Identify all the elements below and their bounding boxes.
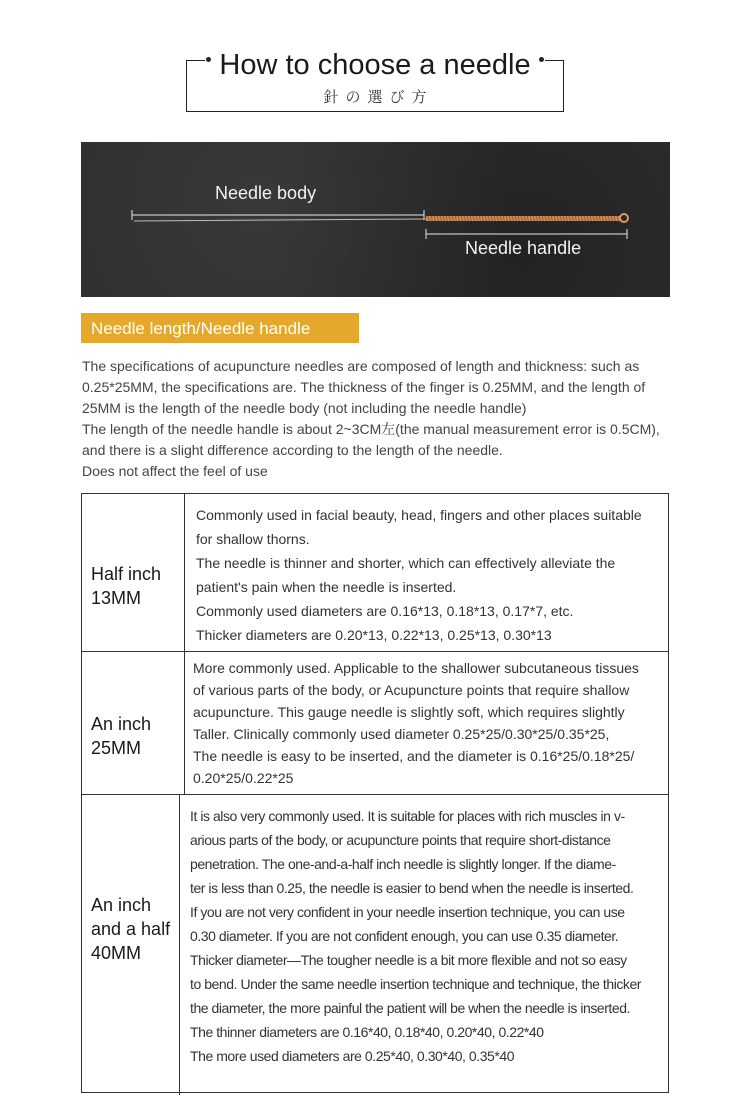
needle-handle-loop xyxy=(620,214,628,222)
section-heading: Needle length/Needle handle xyxy=(91,319,311,338)
row-label-cell xyxy=(82,652,185,794)
intro-line: The specifications of acupuncture needles are composed of length and thickness: such as xyxy=(82,358,640,374)
row-label-line: and a half xyxy=(91,919,171,939)
row-text-line: The needle is thinner and shorter, which can effectively alleviate the xyxy=(196,555,616,571)
row-label-line: 13MM xyxy=(91,588,142,608)
table-row xyxy=(82,652,668,795)
row-label-line: 40MM xyxy=(91,943,142,963)
row-text-line: of various parts of the body, or Acupuncture points that require shallow xyxy=(193,682,630,698)
intro-line: The length of the needle handle is about 2~3CM左(the manual measurement error is 0.5CM), xyxy=(82,421,660,437)
row-label-line: An inch xyxy=(91,895,152,915)
row-text-line: arious parts of the body, or acupuncture points that require short-distance xyxy=(190,832,611,848)
needle-shaft xyxy=(134,219,426,221)
needle-body-label: Needle body xyxy=(215,183,317,203)
row-text-line: patient's pain when the needle is inserted. xyxy=(196,579,457,595)
intro-line: 25MM is the length of the needle body (not including the needle handle) xyxy=(82,400,527,416)
row-text-line: The more used diameters are 0.25*40, 0.30*40, 0.35*40 xyxy=(190,1048,515,1064)
row-label-line: Half inch xyxy=(91,564,162,584)
needle-spec-table xyxy=(81,493,669,1093)
row-text-line: The needle is easy to be inserted, and the diameter is 0.16*25/0.18*25/ xyxy=(193,748,635,764)
row-text-line: Thicker diameter—The tougher needle is a bit more flexible and not so easy xyxy=(190,952,627,968)
row-text-line: Commonly used in facial beauty, head, fingers and other places suitable xyxy=(196,507,642,523)
row-text-line: Commonly used diameters are 0.16*13, 0.18*13, 0.17*7, etc. xyxy=(196,603,574,619)
needle-illustration xyxy=(81,142,670,297)
row-label-cell xyxy=(82,795,180,1095)
intro-line: Does not affect the feel of use xyxy=(82,463,268,479)
row-text-line: the diameter, the more painful the patient will be when the needle is inserted. xyxy=(190,1000,630,1016)
row-text-line: to bend. Under the same needle insertion technique and technique, the thicker xyxy=(190,976,642,992)
row-text-line: 0.30 diameter. If you are not confident enough, you can use 0.35 diameter. xyxy=(190,928,619,944)
intro-line: and there is a slight difference according to the length of the needle. xyxy=(82,442,503,458)
row-text-line: ter is less than 0.25, the needle is easier to bend when the needle is inserted. xyxy=(190,880,634,896)
row-label-cell xyxy=(82,494,185,651)
row-text-line: for shallow thorns. xyxy=(196,531,310,547)
row-text-line: Thicker diameters are 0.20*13, 0.22*13, 0.25*13, 0.30*13 xyxy=(196,627,552,643)
needle-handle-label: Needle handle xyxy=(465,238,582,258)
row-label-line: An inch xyxy=(91,714,152,734)
row-text-line: 0.20*25/0.22*25 xyxy=(193,770,294,786)
row-text-line: More commonly used. Applicable to the shallower subcutaneous tissues xyxy=(193,660,639,676)
table-row xyxy=(82,795,668,1095)
intro-line: 0.25*25MM, the specifications are. The thickness of the finger is 0.25MM, and the length of xyxy=(82,379,646,395)
row-text-line: penetration. The one-and-a-half inch needle is slightly longer. If the diame- xyxy=(190,856,616,872)
row-label-line: 25MM xyxy=(91,738,142,758)
row-text-line: If you are not very confident in your needle insertion technique, you can use xyxy=(190,904,625,920)
needle-diagram xyxy=(81,142,670,297)
page-title: How to choose a needle xyxy=(219,49,531,81)
row-text-line: Taller. Clinically commonly used diameter 0.25*25/0.30*25/0.35*25, xyxy=(193,726,610,742)
row-text-line: acupuncture. This gauge needle is slightly soft, which requires slightly xyxy=(193,704,625,720)
row-text-line: It is also very commonly used. It is suitable for places with rich muscles in v- xyxy=(190,808,625,824)
table-row xyxy=(82,494,668,652)
page-subtitle: 針の選び方 xyxy=(323,89,434,106)
row-text-line: The thinner diameters are 0.16*40, 0.18*40, 0.20*40, 0.22*40 xyxy=(190,1024,544,1040)
